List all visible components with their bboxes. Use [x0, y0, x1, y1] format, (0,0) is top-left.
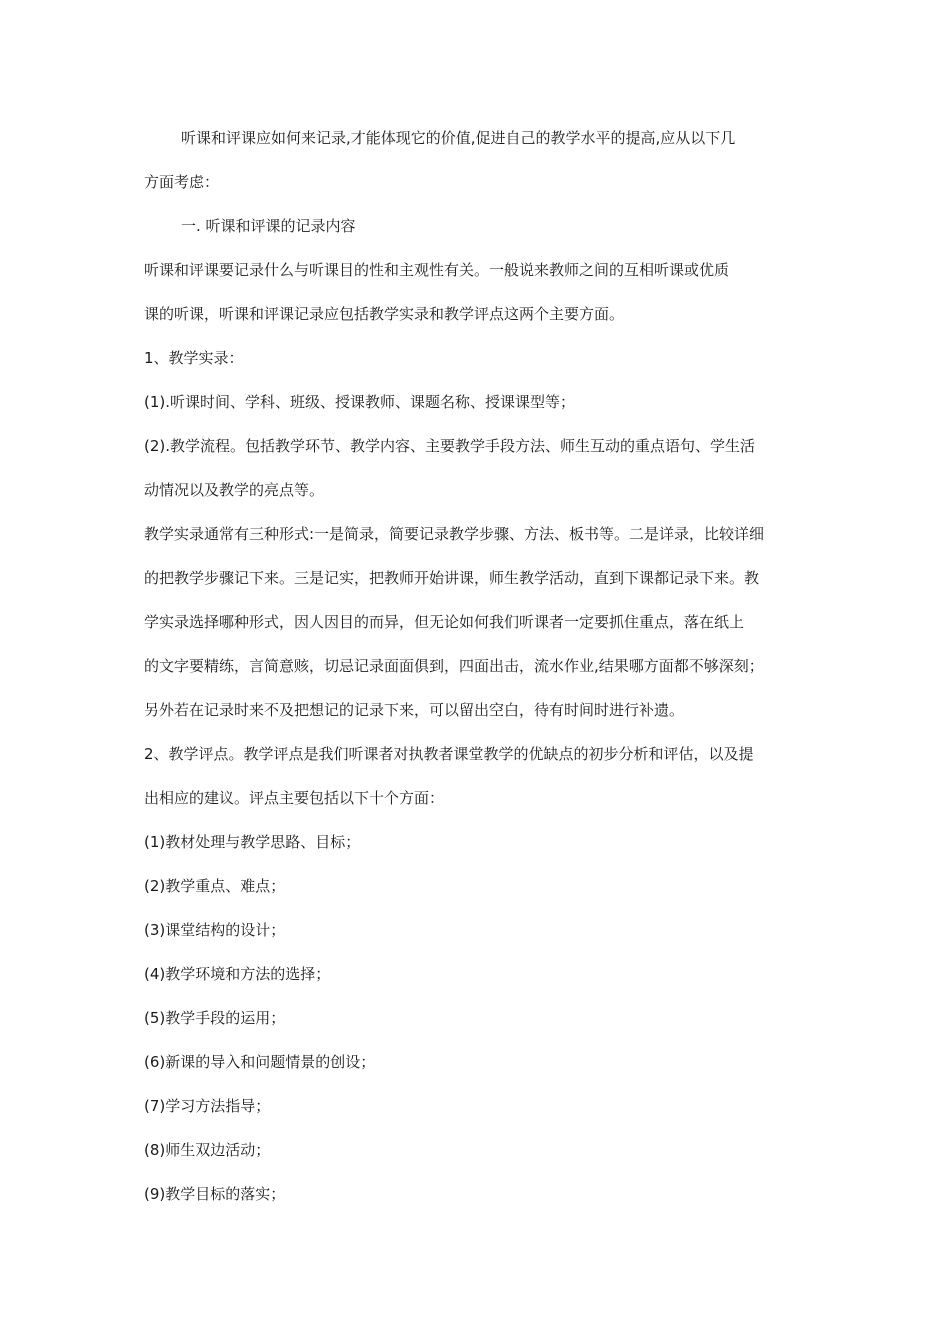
list-item: (2).教学流程。包括教学环节、教学内容、主要教学手段方法、师生互动的重点语句、学生活: [144, 437, 756, 455]
list-item: (7)学习方法指导；: [144, 1097, 271, 1115]
body-line: 出相应的建议。评点主要包括以下十个方面：: [144, 789, 445, 807]
list-item: (4)教学环境和方法的选择；: [144, 965, 331, 983]
list-item: (1).听课时间、学科、班级、授课教师、课题名称、授课课型等；: [144, 393, 576, 411]
body-line: 的文字要精练，言简意赅，切忌记录面面俱到，四面出击，流水作业,结果哪方面都不够深刻；: [144, 657, 764, 675]
body-line: 学实录选择哪种形式，因人因目的而异，但无论如何我们听课者一定要抓住重点，落在纸上: [144, 613, 745, 631]
list-item: (9)教学目标的落实；: [144, 1185, 286, 1203]
intro-line-1: 听课和评课应如何来记录,才能体现它的价值,促进自己的教学水平的提高,应从以下几: [181, 129, 736, 147]
body-line: 另外若在记录时来不及把想记的记录下来，可以留出空白，待有时间时进行补遗。: [144, 701, 685, 719]
intro-line-2: 方面考虑：: [144, 173, 220, 191]
body-line: 的把教学步骤记下来。三是记实，把教师开始讲课，师生教学活动，直到下课都记录下来。教: [144, 569, 760, 587]
list-item: (8)师生双边活动；: [144, 1141, 271, 1159]
subheading-teaching-comment: 2、教学评点。教学评点是我们听课者对执教者课堂教学的优缺点的初步分析和评估，以及提: [144, 745, 754, 763]
list-item-continued: 动情况以及教学的亮点等。: [144, 481, 325, 499]
subheading-teaching-record: 1、教学实录：: [144, 349, 244, 367]
body-line: 课的听课，听课和评课记录应包括教学实录和教学评点这两个主要方面。: [144, 305, 625, 323]
list-item: (2)教学重点、难点；: [144, 877, 286, 895]
section-heading: 一. 听课和评课的记录内容: [181, 217, 356, 235]
body-line: 教学实录通常有三种形式:一是简录，简要记录教学步骤、方法、板书等。二是详录，比较详细: [144, 525, 765, 543]
body-line: 听课和评课要记录什么与听课目的性和主观性有关。一般说来教师之间的互相听课或优质: [144, 261, 730, 279]
list-item: (5)教学手段的运用；: [144, 1009, 286, 1027]
list-item: (3)课堂结构的设计；: [144, 921, 286, 939]
list-item: (6)新课的导入和问题情景的创设；: [144, 1053, 376, 1071]
list-item: (1)教材处理与教学思路、目标；: [144, 833, 361, 851]
